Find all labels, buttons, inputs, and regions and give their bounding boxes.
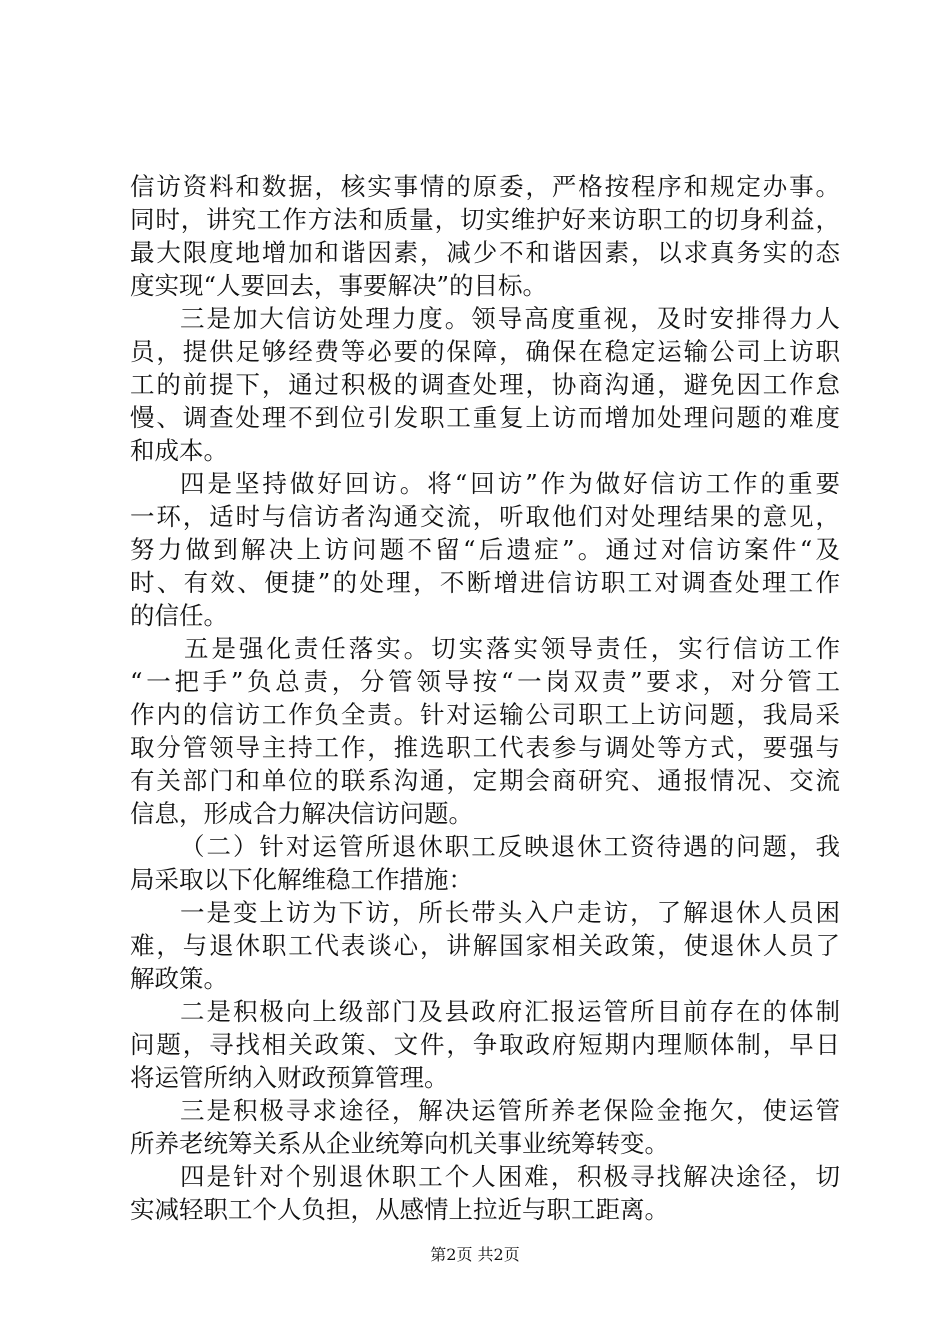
text-line: 努力做到解决上访问题不留“后遗症”。通过对信访案件“及 <box>130 535 840 564</box>
text-line: 同时，讲究工作方法和质量，切实维护好来访职工的切身利益， <box>130 205 840 234</box>
text-line: “一把手”负总责，分管领导按“一岗双责”要求，对分管工 <box>130 667 840 696</box>
text-line: 难，与退休职工代表谈心，讲解国家相关政策，使退休人员了 <box>130 931 840 960</box>
text-line: 工的前提下，通过积极的调查处理，协商沟通，避免因工作怠 <box>130 370 840 399</box>
paragraph-first-line: 一是变上访为下访，所长带头入户走访，了解退休人员困 <box>180 898 840 927</box>
text-line: 慢、调查处理不到位引发职工重复上访而增加处理问题的难度 <box>130 403 840 432</box>
text-line: 解政策。 <box>130 964 228 993</box>
text-line: 局采取以下化解维稳工作措施： <box>130 865 473 894</box>
text-line: 有关部门和单位的联系沟通，定期会商研究、通报情况、交流 <box>130 766 840 795</box>
paragraph-first-line: 五是强化责任落实。切实落实领导责任，实行信访工作 <box>184 634 840 663</box>
text-line: 的信任。 <box>130 601 228 630</box>
text-line: 实减轻职工个人负担，从感情上拉近与职工距离。 <box>130 1195 669 1224</box>
text-line: 所养老统筹关系从企业统筹向机关事业统筹转变。 <box>130 1129 669 1158</box>
text-line: 一环，适时与信访者沟通交流，听取他们对处理结果的意见， <box>130 502 840 531</box>
text-line: 问题，寻找相关政策、文件，争取政府短期内理顺体制，早日 <box>130 1030 840 1059</box>
paragraph-first-line: 三是积极寻求途径，解决运管所养老保险金拖欠，使运管 <box>180 1096 840 1125</box>
document-body <box>130 170 840 1226</box>
text-line: 员，提供足够经费等必要的保障，确保在稳定运输公司上访职 <box>130 337 840 366</box>
text-line: 最大限度地增加和谐因素，减少不和谐因素，以求真务实的态 <box>130 238 840 267</box>
text-line: 将运管所纳入财政预算管理。 <box>130 1063 449 1092</box>
text-line: 时、有效、便捷”的处理，不断增进信访职工对调查处理工作 <box>130 568 840 597</box>
paragraph-first-line: 四是针对个别退休职工个人困难，积极寻找解决途径，切 <box>180 1162 840 1191</box>
paragraph-first-line: 二是积极向上级部门及县政府汇报运管所目前存在的体制 <box>180 997 840 1026</box>
paragraph-first-line: 三是加大信访处理力度。领导高度重视，及时安排得力人 <box>180 304 840 333</box>
section-heading-line: （二）针对运管所退休职工反映退休工资待遇的问题，我 <box>180 832 840 861</box>
text-line: 作内的信访工作负全责。针对运输公司职工上访问题，我局采 <box>130 700 840 729</box>
page-number-footer: 第2页 共2页 <box>430 1245 520 1264</box>
text-line: 和成本。 <box>130 436 228 465</box>
text-line: 取分管领导主持工作，推选职工代表参与调处等方式，要强与 <box>130 733 840 762</box>
text-line: 信息，形成合力解决信访问题。 <box>130 799 473 828</box>
text-line: 信访资料和数据，核实事情的原委，严格按程序和规定办事。 <box>130 172 840 201</box>
paragraph-first-line: 四是坚持做好回访。将“回访”作为做好信访工作的重要 <box>180 469 840 498</box>
text-line: 度实现“人要回去，事要解决”的目标。 <box>130 271 548 300</box>
